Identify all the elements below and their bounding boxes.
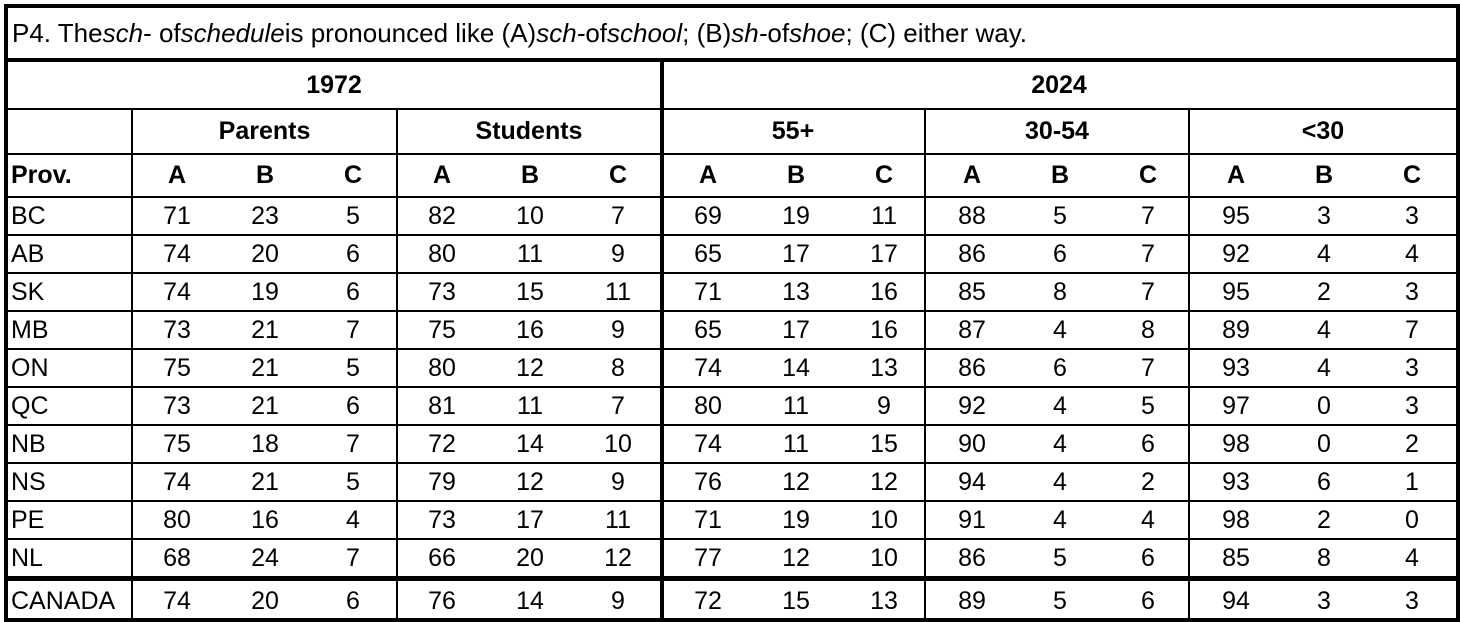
value-cell: 6 — [346, 391, 360, 420]
value-cell: 89 — [958, 587, 986, 615]
group-header-empty — [8, 110, 131, 153]
value-cell: 12 — [870, 467, 898, 496]
table-row — [8, 502, 1456, 540]
table-title-row — [8, 8, 1456, 62]
option-column-header: B — [1314, 161, 1334, 189]
value-cell: 86 — [958, 239, 986, 268]
value-cell: 12 — [782, 543, 810, 572]
option-column-header: C — [1402, 161, 1422, 189]
value-cell: 74 — [694, 429, 722, 458]
year-2024-header: 2024 — [1031, 70, 1087, 99]
value-cell: 10 — [604, 429, 632, 458]
value-cell: 24 — [251, 543, 279, 572]
value-cell: 8 — [1141, 315, 1155, 344]
value-cell: 88 — [958, 201, 986, 230]
value-cell: 81 — [428, 391, 456, 420]
year-divider — [660, 62, 664, 618]
value-cell: 6 — [346, 277, 360, 306]
title-part: of — [585, 18, 607, 48]
value-cell: 1 — [1405, 467, 1419, 496]
table-row — [8, 540, 1456, 578]
value-cell: 74 — [163, 277, 191, 306]
province-cell: BC — [11, 201, 46, 230]
value-cell: 5 — [346, 353, 360, 382]
title-term-sch-option: sch- — [536, 18, 586, 48]
value-cell: 80 — [428, 239, 456, 268]
value-cell: 11 — [517, 391, 543, 420]
value-cell: 68 — [163, 543, 191, 572]
value-cell: 4 — [346, 505, 360, 534]
value-cell: 86 — [958, 353, 986, 382]
column-divider — [1188, 110, 1190, 618]
title-term-schedule: schedule — [180, 18, 285, 48]
value-cell: 91 — [958, 505, 986, 534]
value-cell: 17 — [782, 239, 810, 268]
value-cell: 7 — [611, 201, 625, 230]
column-divider — [924, 110, 926, 618]
value-cell: 76 — [428, 587, 456, 615]
value-cell: 21 — [251, 315, 279, 344]
option-column-header: A — [1226, 161, 1246, 189]
value-cell: 12 — [516, 353, 544, 382]
group-header-row — [8, 110, 1456, 155]
column-divider — [131, 110, 133, 618]
value-cell: 10 — [516, 201, 544, 230]
value-cell: 8 — [1053, 277, 1067, 306]
value-cell: 6 — [1141, 587, 1155, 615]
table-row — [8, 388, 1456, 426]
column-divider — [396, 110, 398, 618]
value-cell: 0 — [1317, 391, 1331, 420]
value-cell: 19 — [782, 201, 810, 230]
table-row — [8, 274, 1456, 312]
group-header-parents: Parents — [218, 117, 311, 145]
value-cell: 21 — [251, 391, 279, 420]
value-cell: 10 — [870, 543, 898, 572]
value-cell: 73 — [163, 391, 191, 420]
value-cell: 23 — [251, 201, 279, 230]
value-cell: 17 — [782, 315, 810, 344]
value-cell: 4 — [1317, 239, 1331, 268]
title-term-school: school — [607, 18, 683, 48]
value-cell: 80 — [163, 505, 191, 534]
value-cell: 79 — [428, 467, 456, 496]
value-cell: 3 — [1405, 391, 1419, 420]
value-cell: 7 — [346, 543, 360, 572]
value-cell: 14 — [782, 353, 810, 382]
value-cell: 87 — [958, 315, 986, 344]
value-cell: 8 — [1317, 543, 1331, 572]
option-column-header: B — [520, 161, 540, 189]
value-cell: 13 — [870, 587, 898, 615]
value-cell: 98 — [1222, 505, 1250, 534]
title-term-sh: sh- — [731, 18, 768, 48]
value-cell: 7 — [346, 315, 360, 344]
value-cell: 15 — [516, 277, 544, 306]
value-cell: 5 — [1053, 587, 1067, 615]
value-cell: 80 — [428, 353, 456, 382]
value-cell: 2 — [1317, 277, 1331, 306]
province-cell: NL — [11, 543, 43, 572]
value-cell: 3 — [1405, 277, 1419, 306]
value-cell: 95 — [1222, 201, 1250, 230]
value-cell: 73 — [428, 505, 456, 534]
value-cell: 21 — [251, 467, 279, 496]
option-column-header: B — [1050, 161, 1070, 189]
value-cell: 94 — [958, 467, 986, 496]
value-cell: 20 — [251, 239, 279, 268]
value-cell: 65 — [694, 239, 722, 268]
value-cell: 3 — [1405, 353, 1419, 382]
value-cell: 94 — [1222, 587, 1250, 615]
value-cell: 7 — [1141, 201, 1155, 230]
value-cell: 16 — [870, 315, 898, 344]
value-cell: 93 — [1222, 353, 1250, 382]
title-term-shoe: shoe — [789, 18, 846, 48]
value-cell: 17 — [870, 239, 898, 268]
value-cell: 16 — [870, 277, 898, 306]
value-cell: 21 — [251, 353, 279, 382]
group-header-students: Students — [475, 117, 583, 145]
value-cell: 4 — [1141, 505, 1155, 534]
title-term-sch: sch — [102, 18, 144, 48]
value-cell: 5 — [346, 467, 360, 496]
province-cell: NB — [11, 429, 46, 458]
option-column-header: C — [608, 161, 628, 189]
value-cell: 20 — [516, 543, 544, 572]
title-part: is pronounced like (A) — [284, 18, 537, 48]
value-cell: 73 — [428, 277, 456, 306]
value-cell: 15 — [870, 429, 898, 458]
value-cell: 11 — [605, 277, 631, 306]
table-title — [8, 8, 1456, 58]
value-cell: 85 — [958, 277, 986, 306]
value-cell: 5 — [1053, 543, 1067, 572]
province-cell: NS — [11, 467, 46, 496]
value-cell: 9 — [611, 315, 625, 344]
value-cell: 8 — [611, 353, 625, 382]
value-cell: 12 — [604, 543, 632, 572]
table-row — [8, 350, 1456, 388]
province-cell: AB — [11, 239, 45, 268]
value-cell: 3 — [1405, 587, 1419, 615]
value-cell: 2 — [1141, 467, 1155, 496]
value-cell: 10 — [870, 505, 898, 534]
value-cell: 6 — [346, 239, 360, 268]
value-cell: 4 — [1053, 391, 1067, 420]
value-cell: 4 — [1405, 239, 1419, 268]
value-cell: 2 — [1405, 429, 1419, 458]
value-cell: 17 — [516, 505, 544, 534]
value-cell: 85 — [1222, 543, 1250, 572]
value-cell: 74 — [163, 239, 191, 268]
value-cell: 5 — [1141, 391, 1155, 420]
value-cell: 4 — [1053, 315, 1067, 344]
option-column-header: C — [1138, 161, 1158, 189]
value-cell: 18 — [251, 429, 279, 458]
value-cell: 89 — [1222, 315, 1250, 344]
value-cell: 69 — [694, 201, 722, 230]
value-cell: 6 — [1053, 239, 1067, 268]
option-column-header: A — [167, 161, 187, 189]
table-row — [8, 236, 1456, 274]
group-header-under-30: <30 — [1301, 117, 1345, 145]
province-cell: SK — [11, 277, 45, 306]
value-cell: 7 — [1141, 239, 1155, 268]
title-part: ; (C) either way. — [845, 18, 1028, 48]
value-cell: 3 — [1317, 587, 1331, 615]
value-cell: 7 — [611, 391, 625, 420]
option-column-header: C — [874, 161, 894, 189]
value-cell: 6 — [1317, 467, 1331, 496]
province-cell: CANADA — [11, 587, 116, 615]
value-cell: 20 — [251, 587, 279, 615]
value-cell: 71 — [163, 201, 191, 230]
value-cell: 92 — [1222, 239, 1250, 268]
value-cell: 12 — [516, 467, 544, 496]
value-cell: 74 — [163, 587, 191, 615]
value-cell: 11 — [871, 201, 897, 230]
value-cell: 86 — [958, 543, 986, 572]
value-cell: 71 — [694, 277, 722, 306]
value-cell: 65 — [694, 315, 722, 344]
value-cell: 66 — [428, 543, 456, 572]
value-cell: 19 — [251, 277, 279, 306]
value-cell: 92 — [958, 391, 986, 420]
value-cell: 82 — [428, 201, 456, 230]
value-cell: 13 — [870, 353, 898, 382]
value-cell: 3 — [1317, 201, 1331, 230]
value-cell: 11 — [605, 505, 631, 534]
value-cell: 6 — [1053, 353, 1067, 382]
year-1972-header: 1972 — [306, 70, 362, 99]
value-cell: 13 — [782, 277, 810, 306]
value-cell: 74 — [694, 353, 722, 382]
value-cell: 4 — [1053, 429, 1067, 458]
table-row — [8, 198, 1456, 236]
value-cell: 11 — [517, 239, 543, 268]
value-cell: 75 — [163, 353, 191, 382]
title-part: ; (B) — [682, 18, 732, 48]
value-cell: 14 — [516, 429, 544, 458]
province-cell: ON — [11, 353, 49, 382]
province-cell: PE — [11, 505, 45, 534]
value-cell: 73 — [163, 315, 191, 344]
value-cell: 9 — [877, 391, 891, 420]
value-cell: 15 — [782, 587, 810, 615]
title-part: of — [767, 18, 790, 48]
value-cell: 0 — [1405, 505, 1419, 534]
value-cell: 0 — [1317, 429, 1331, 458]
value-cell: 77 — [694, 543, 722, 572]
value-cell: 4 — [1405, 543, 1419, 572]
value-cell: 4 — [1053, 505, 1067, 534]
value-cell: 5 — [346, 201, 360, 230]
value-cell: 72 — [694, 587, 722, 615]
value-cell: 75 — [428, 315, 456, 344]
value-cell: 5 — [1053, 201, 1067, 230]
value-cell: 2 — [1317, 505, 1331, 534]
value-cell: 7 — [1141, 353, 1155, 382]
value-cell: 11 — [783, 391, 809, 420]
value-cell: 74 — [163, 467, 191, 496]
value-cell: 19 — [782, 505, 810, 534]
value-cell: 6 — [1141, 429, 1155, 458]
title-part: - of — [143, 18, 181, 48]
province-cell: QC — [11, 391, 49, 420]
option-column-header: A — [432, 161, 452, 189]
value-cell: 14 — [516, 587, 544, 615]
value-cell: 80 — [694, 391, 722, 420]
table-row — [8, 464, 1456, 502]
option-column-header: A — [698, 161, 718, 189]
value-cell: 71 — [694, 505, 722, 534]
value-cell: 11 — [783, 429, 809, 458]
value-cell: 93 — [1222, 467, 1250, 496]
group-header-30-54: 30-54 — [1025, 117, 1089, 145]
value-cell: 4 — [1317, 353, 1331, 382]
value-cell: 3 — [1405, 201, 1419, 230]
value-cell: 98 — [1222, 429, 1250, 458]
title-prefix: P4. The — [12, 18, 103, 48]
prov-column-header: Prov. — [11, 161, 72, 189]
value-cell: 9 — [611, 587, 625, 615]
option-column-header: B — [786, 161, 806, 189]
year-header-row — [8, 62, 1456, 110]
value-cell: 72 — [428, 429, 456, 458]
value-cell: 4 — [1053, 467, 1067, 496]
option-column-header: B — [255, 161, 275, 189]
value-cell: 90 — [958, 429, 986, 458]
table-row — [8, 426, 1456, 464]
survey-table — [4, 4, 1460, 622]
value-cell: 9 — [611, 467, 625, 496]
value-cell: 6 — [346, 587, 360, 615]
value-cell: 76 — [694, 467, 722, 496]
value-cell: 7 — [346, 429, 360, 458]
table-row — [8, 312, 1456, 350]
value-cell: 75 — [163, 429, 191, 458]
value-cell: 4 — [1317, 315, 1331, 344]
value-cell: 12 — [782, 467, 810, 496]
value-cell: 7 — [1405, 315, 1419, 344]
value-cell: 6 — [1141, 543, 1155, 572]
option-column-header: A — [962, 161, 982, 189]
group-header-55-plus: 55+ — [771, 117, 815, 145]
column-header-row — [8, 155, 1456, 198]
option-column-header: C — [343, 161, 363, 189]
value-cell: 16 — [516, 315, 544, 344]
province-cell: MB — [11, 315, 49, 344]
value-cell: 9 — [611, 239, 625, 268]
value-cell: 95 — [1222, 277, 1250, 306]
value-cell: 97 — [1222, 391, 1250, 420]
value-cell: 7 — [1141, 277, 1155, 306]
canada-total-row — [8, 577, 1456, 622]
value-cell: 16 — [251, 505, 279, 534]
